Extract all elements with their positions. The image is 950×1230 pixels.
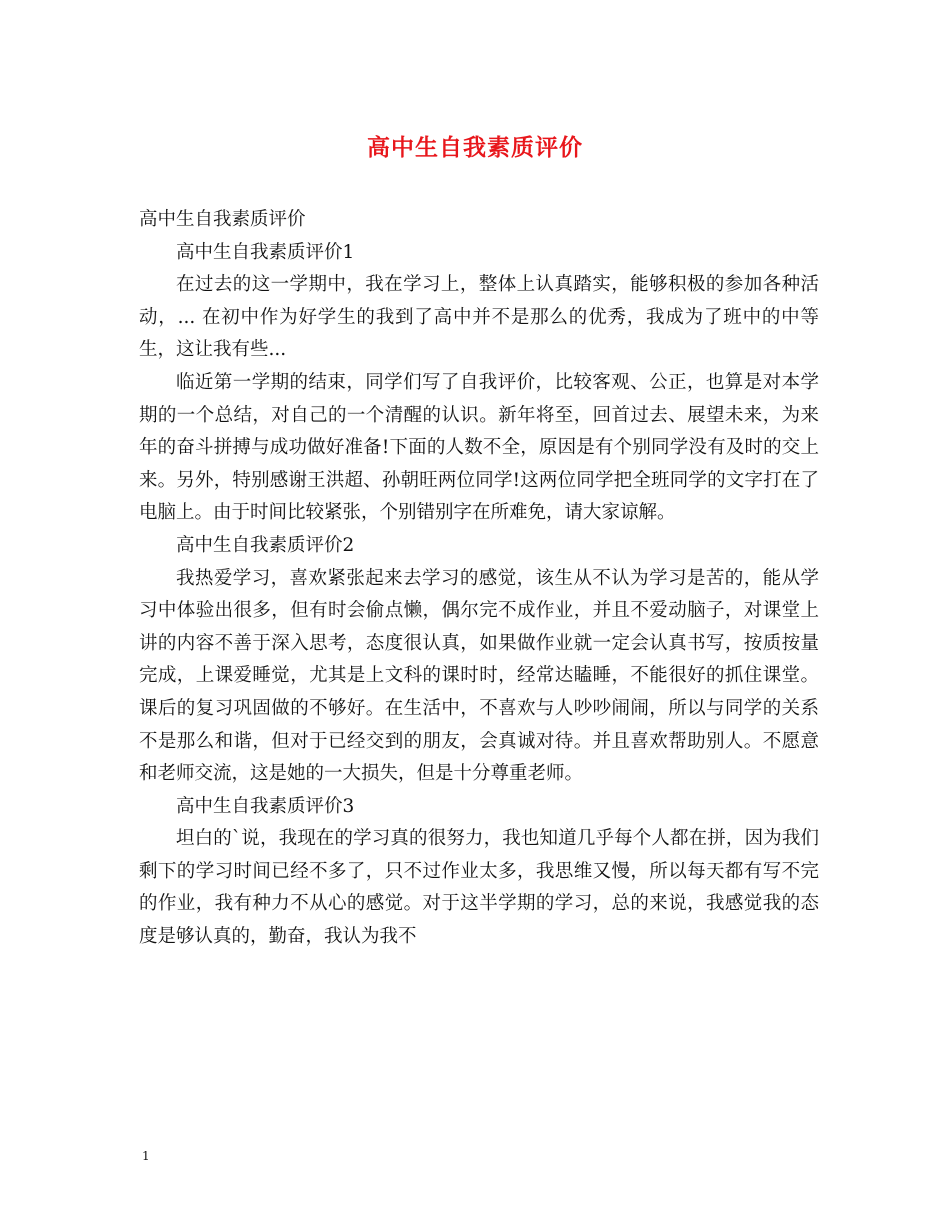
section-heading: 高中生自我素质评价3 xyxy=(176,795,355,817)
section-heading: 高中生自我素质评价1 xyxy=(176,241,355,263)
section-heading: 高中生自我素质评价2 xyxy=(176,534,355,556)
paragraph: 高中生自我素质评价 xyxy=(139,209,306,230)
page-number: 1 xyxy=(142,1149,150,1163)
document-title: 高中生自我素质评价 xyxy=(367,134,583,161)
document-body xyxy=(139,204,819,954)
paragraph: 我热爱学习，喜欢紧张起来去学习的感觉，该生从不认为学习是苦的，能从学习中体验出很多，但有时会偷点懒，偶尔完不成作业，并且不爱动脑子，对课堂上讲的内容不善于深入思考，态度很认真，如果做作业就一定会认真书写，按质按量完成，上课爱睡觉，尤其是上文科的课时时，经常达瞌睡，不能很好的抓住课堂。课后的复习巩固做的不够好。在生活中，不喜欢与人吵吵闹闹，所以与同学的关系不是那么和谐，但对于已经交到的朋友，会真诚对待。并且喜欢帮助别人。不愿意和老师交流，这是她的一大损失，但是十分尊重老师。 xyxy=(139,567,819,785)
paragraph: 临近第一学期的结束，同学们写了自我评价，比较客观、公正，也算是对本学期的一个总结，对自己的一个清醒的认识。新年将至，回首过去、展望未来，为来年的奋斗拼搏与成功做好准备!下面的人数不全，原因是有个别同学没有及时的交上来。另外，特别感谢王洪超、孙朝旺两位同学!这两位同学把全班同学的文字打在了电脑上。由于时间比较紧张，个别错别字在所难免，请大家谅解。 xyxy=(139,371,819,524)
paragraph: 在过去的这一学期中，我在学习上，整体上认真踏实，能够积极的参加各种活动，... 在初中作为好学生的我到了高中并不是那么的优秀，我成为了班中的中等生，这让我有些... xyxy=(139,274,819,361)
paragraph: 坦白的`说，我现在的学习真的很努力，我也知道几乎每个人都在拼，因为我们剩下的学习时间已经不多了，只不过作业太多，我思维又慢，所以每天都有写不完的作业，我有种力不从心的感觉。对于这半学期的学习，总的来说，我感觉我的态度是够认真的，勤奋，我认为我不 xyxy=(139,828,819,948)
